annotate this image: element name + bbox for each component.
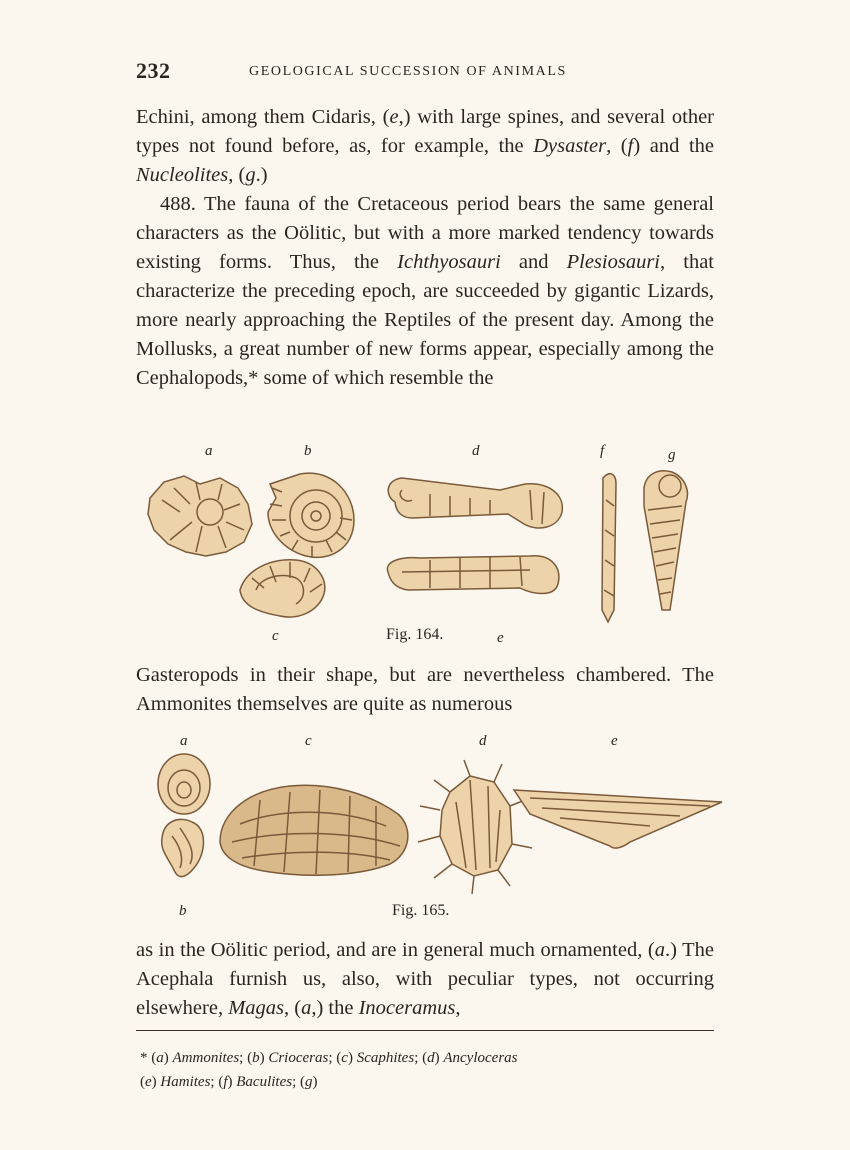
fig164-label-c: c bbox=[272, 628, 279, 644]
running-title: GEOLOGICAL SUCCESSION OF ANIMALS bbox=[249, 64, 567, 79]
magas-a-illustration bbox=[158, 754, 210, 814]
paragraph-488: 488. The fauna of the Cretaceous period bears the same general characters as the Oölitic, but with a more marked tendency towards existing forms. Thus, the Ichthyosauri and Plesiosauri, that characterize the preceding epoch, are succeeded by gigantic Lizards, more nearly approaching the Reptiles of the present day. Among the Mollusks, a great number of new forms appear, especially among the Cephalopods,* some of which resemble the bbox=[136, 193, 714, 389]
baculites-f-illustration bbox=[602, 474, 616, 622]
fig164-label-a: a bbox=[205, 443, 213, 459]
text-block-middle bbox=[136, 661, 714, 719]
footnote-divider bbox=[136, 1030, 714, 1031]
inoceramus-c-illustration bbox=[220, 785, 408, 875]
paragraph-oolitic: as in the Oölitic period, and are in general much ornamented, (a.) The Acephala furnish us, also, with peculiar types, not occurring elsewhere, Magas, (a,) the Inoceramus, bbox=[136, 939, 714, 1019]
crioceras-b-illustration bbox=[268, 473, 354, 558]
page-header bbox=[136, 58, 716, 88]
footnote-line-2: (e) Hamites; (f) Baculites; (g) bbox=[140, 1074, 318, 1090]
fig165-label-a: a bbox=[180, 733, 188, 749]
text-block-top bbox=[136, 103, 714, 393]
turrilites-g-illustration bbox=[644, 471, 687, 610]
hamites-e-illustration bbox=[387, 556, 558, 594]
fig164-label-f: f bbox=[600, 443, 605, 459]
fig165-caption: Fig. 165. bbox=[392, 902, 450, 919]
footnote-line-1: * (a) Ammonites; (b) Crioceras; (c) Scaphites; (d) Ancyloceras bbox=[140, 1050, 518, 1066]
fig164-label-e: e bbox=[497, 630, 504, 646]
fig165-label-b: b bbox=[179, 903, 187, 919]
fig164-engraving bbox=[140, 460, 710, 630]
fig165-label-e: e bbox=[611, 733, 618, 749]
spondylus-d-illustration bbox=[418, 760, 532, 894]
fig165-engraving bbox=[150, 750, 725, 900]
magas-b-illustration bbox=[162, 819, 204, 876]
fig164-label-g: g bbox=[668, 447, 676, 463]
hippurites-e-illustration bbox=[514, 790, 722, 848]
scaphites-c-illustration bbox=[240, 560, 325, 617]
fig164-caption: Fig. 164. bbox=[386, 626, 444, 643]
page-number: 232 bbox=[136, 58, 171, 83]
fig164-label-b: b bbox=[304, 443, 312, 459]
footnote bbox=[140, 1046, 714, 1094]
ancyloceras-d-illustration bbox=[388, 478, 562, 528]
fig165-label-c: c bbox=[305, 733, 312, 749]
ammonite-a-illustration bbox=[148, 476, 252, 556]
paragraph-gasteropods: Gasteropods in their shape, but are nevertheless chambered. The Ammonites themselves are quite as numerous bbox=[136, 664, 714, 715]
fig164-label-d: d bbox=[472, 443, 480, 459]
fig165-label-d: d bbox=[479, 733, 487, 749]
text-block-bottom bbox=[136, 936, 714, 1023]
paragraph-echini: Echini, among them Cidaris, (e,) with large spines, and several other types not found before, as, for example, the Dysaster, (f) and the Nucleolites, (g.) bbox=[136, 106, 715, 186]
